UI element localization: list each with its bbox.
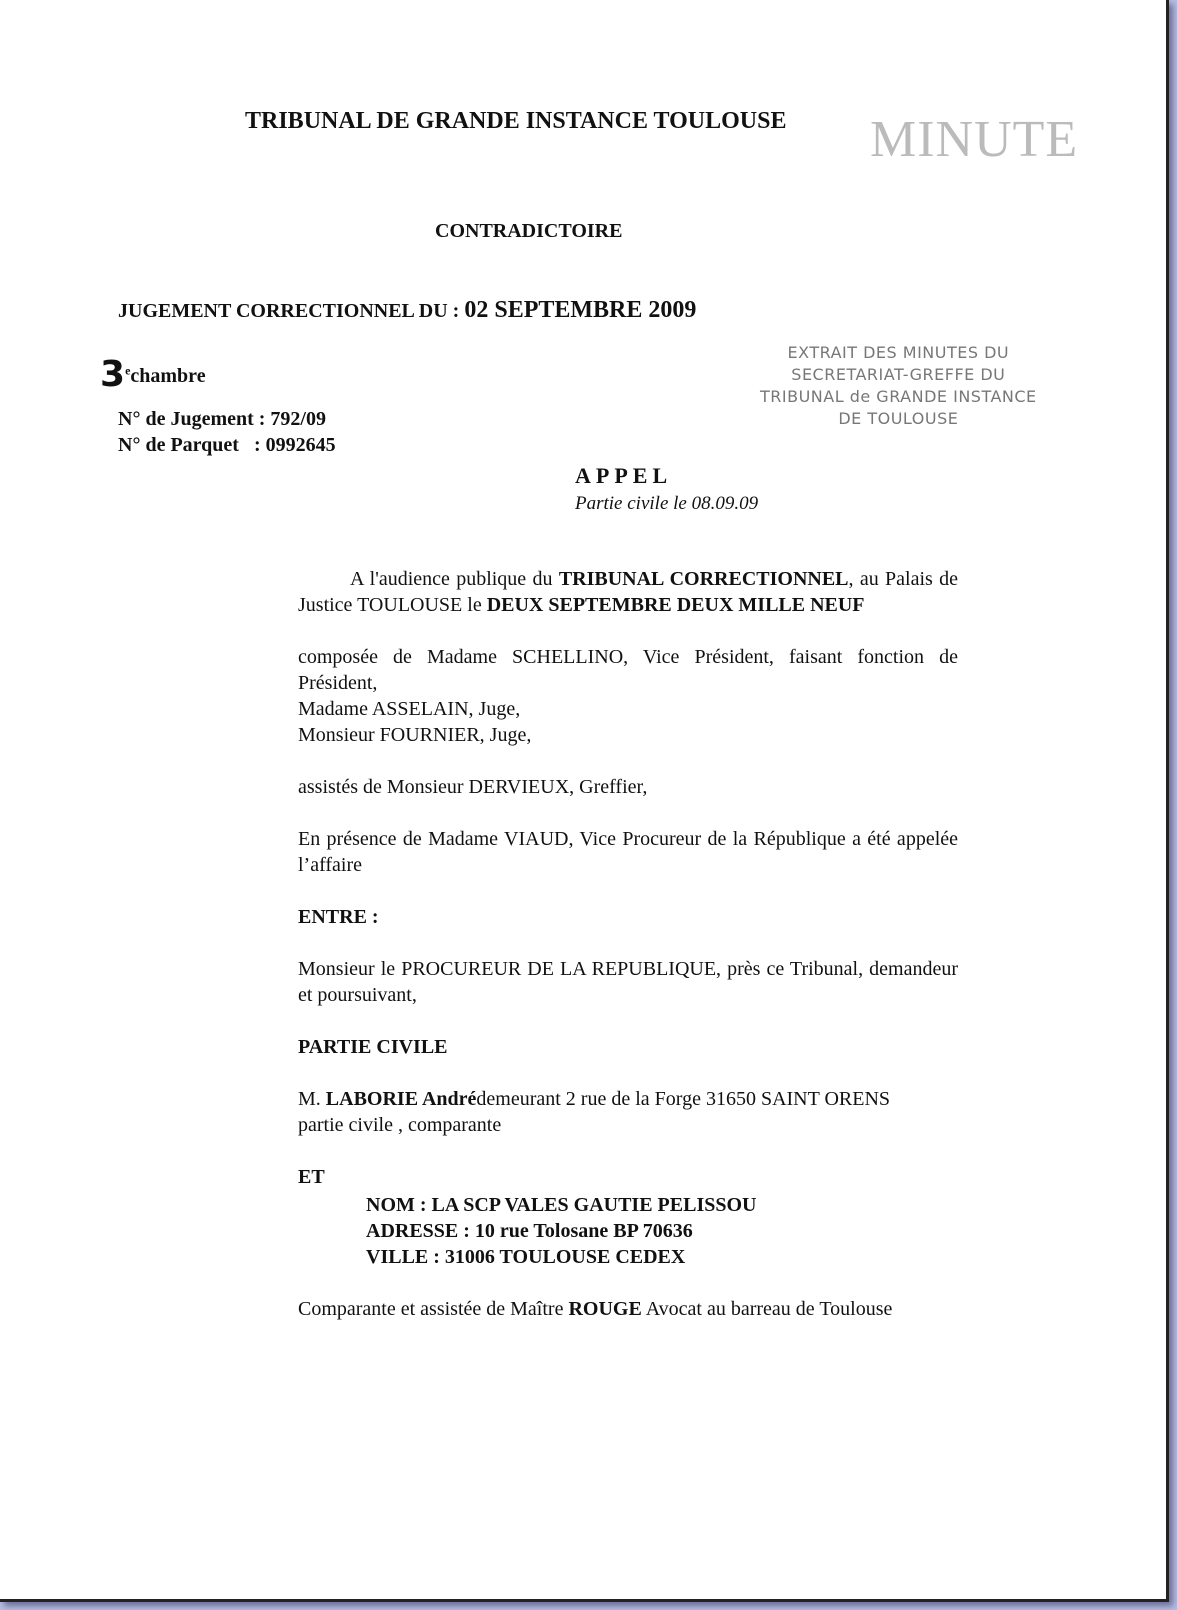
chambre-number: 3	[100, 354, 126, 395]
text-bold: TRIBUNAL CORRECTIONNEL	[558, 568, 849, 590]
entre-heading: ENTRE :	[298, 906, 379, 928]
judgement-number-value: 792/09	[270, 408, 326, 430]
stamp-line: SECRETARIAT-GREFFE DU	[791, 365, 1006, 384]
parquet-number-label: N° de Parquet :	[118, 434, 266, 456]
defendant-name: NOM : LA SCP VALES GAUTIE PELISSOU	[366, 1194, 757, 1216]
registry-stamp	[760, 342, 1037, 430]
judgment-date-line	[118, 297, 696, 324]
judgment-date: 02 SEPTEMBRE 2009	[464, 297, 697, 323]
court-title: TRIBUNAL DE GRANDE INSTANCE TOULOUSE	[245, 108, 787, 134]
document-body	[298, 566, 958, 1348]
text: , au Palais de Justice TOULOUSE le	[298, 568, 958, 616]
appel-note: Partie civile le 08.09.09	[575, 493, 759, 514]
procureur-paragraph: Monsieur le PROCUREUR DE LA REPUBLIQUE, près ce Tribunal, demandeur et poursuivant,	[298, 958, 958, 1006]
composition-line: composée de Madame SCHELLINO, Vice Président, faisant fonction de Président,	[298, 646, 958, 694]
stamp-line: DE TOULOUSE	[838, 409, 959, 428]
chambre-label: chambre	[130, 365, 206, 387]
judgment-type: CONTRADICTOIRE	[435, 220, 623, 242]
partie-civile-paragraph	[298, 1086, 958, 1138]
appel-heading: APPEL	[575, 463, 673, 488]
partie-civile-name: LABORIE André	[325, 1088, 477, 1110]
chambre-suffix: e	[125, 363, 131, 378]
composition-paragraph	[298, 644, 958, 748]
text: demeurant 2 rue de la Forge 31650 SAINT ORENS	[476, 1088, 891, 1110]
defendant-address: ADRESSE : 10 rue Tolosane BP 70636	[366, 1220, 693, 1242]
judgement-number-label: N° de Jugement :	[118, 408, 271, 430]
parquet-number-value: 0992645	[265, 434, 336, 456]
judgment-label: JUGEMENT CORRECTIONNEL DU :	[118, 300, 465, 322]
presence-paragraph: En présence de Madame VIAUD, Vice Procureur de la République a été appelée l’affaire	[298, 828, 958, 876]
text: Avocat au barreau de Toulouse	[641, 1298, 893, 1320]
minute-stamp: MINUTE	[870, 111, 1079, 168]
partie-civile-heading: PARTIE CIVILE	[298, 1036, 448, 1058]
defendant-city: VILLE : 31006 TOULOUSE CEDEX	[366, 1246, 686, 1268]
text: partie civile , comparante	[298, 1114, 502, 1136]
lawyer-name: ROUGE	[568, 1298, 642, 1320]
composition-line: Madame ASSELAIN, Juge,	[298, 698, 521, 720]
text-bold: DEUX SEPTEMBRE DEUX MILLE NEUF	[486, 594, 865, 616]
composition-line: Monsieur FOURNIER, Juge,	[298, 724, 532, 746]
stamp-line: TRIBUNAL de GRANDE INSTANCE	[760, 387, 1037, 406]
judgement-number	[118, 408, 326, 431]
et-heading: ET	[298, 1166, 325, 1188]
parquet-number	[118, 434, 336, 457]
defendant-block	[366, 1192, 958, 1270]
chambre	[100, 354, 206, 395]
text: A l'audience publique du	[350, 568, 559, 590]
text: M.	[298, 1088, 326, 1110]
stamp-line: EXTRAIT DES MINUTES DU	[787, 343, 1010, 362]
text: Comparante et assistée de Maître	[298, 1298, 569, 1320]
counsel-paragraph	[298, 1296, 958, 1322]
audience-paragraph	[298, 566, 958, 618]
greffier-paragraph: assistés de Monsieur DERVIEUX, Greffier,	[298, 776, 648, 798]
